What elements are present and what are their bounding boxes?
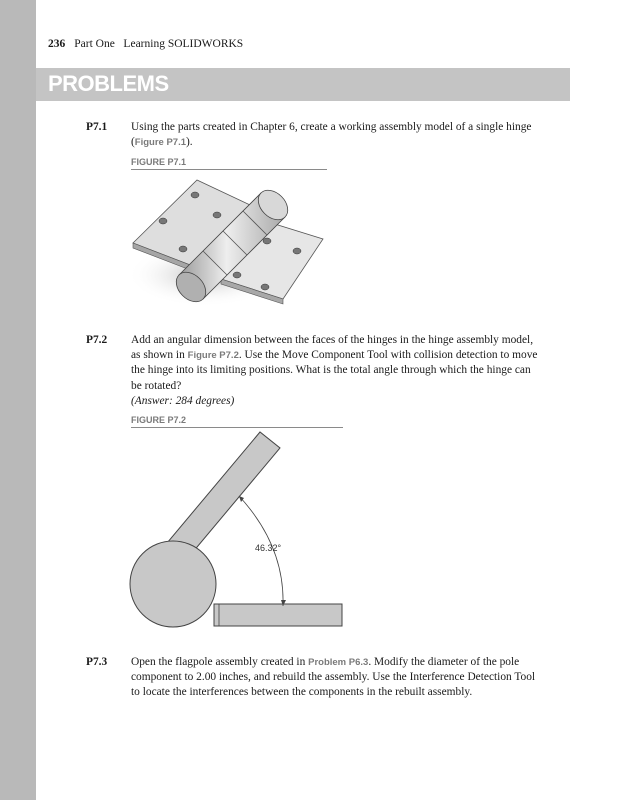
problem-text bbox=[131, 333, 542, 394]
problem-number: P7.1 bbox=[86, 121, 108, 133]
figure-reference-link[interactable]: Figure P7.1 bbox=[134, 137, 187, 149]
screw-hole bbox=[159, 218, 167, 224]
page-number: 236 bbox=[48, 38, 66, 50]
screw-hole bbox=[293, 248, 301, 254]
screw-hole bbox=[263, 238, 271, 244]
problem-number: P7.2 bbox=[86, 334, 108, 346]
running-title: Part One Learning SOLIDWORKS bbox=[74, 38, 244, 50]
figure-caption-p7-1: FIGURE P7.1 bbox=[131, 157, 327, 170]
problem-text-end: . Use the Move Component Tool with collision detection to move the hinge into its limiting positions. What is the total angle through which the hinge can be rotated? bbox=[131, 349, 538, 392]
answer-note: (Answer: 284 degrees) bbox=[131, 395, 235, 407]
screw-hole bbox=[261, 284, 269, 290]
screw-hole bbox=[213, 212, 221, 218]
hinge-knuckle bbox=[130, 541, 216, 627]
problem-p7-3 bbox=[86, 655, 542, 701]
section-title: PROBLEMS bbox=[48, 71, 169, 96]
problem-text-start: Add an angular dimension between the faces of the hinges in the hinge assembly model, as shown in bbox=[131, 334, 534, 362]
problem-reference-link[interactable]: Problem P6.3 bbox=[308, 657, 369, 668]
screw-hole bbox=[191, 192, 199, 198]
figure-caption-p7-2: FIGURE P7.2 bbox=[131, 415, 343, 428]
problem-p7-1 bbox=[86, 120, 542, 150]
problem-text-start: Using the parts created in Chapter 6, create a working assembly model of a single hinge ( bbox=[131, 121, 532, 149]
problem-number: P7.3 bbox=[86, 656, 108, 668]
angle-dimension-label: 46.32° bbox=[255, 543, 282, 553]
left-margin-band bbox=[0, 0, 36, 800]
problem-text-start: Open the flagpole assembly created in bbox=[131, 656, 309, 668]
problem-text bbox=[131, 655, 542, 701]
problem-text-end: ). bbox=[186, 136, 193, 149]
problem-p7-2 bbox=[86, 333, 542, 394]
hinge-angle-diagram bbox=[125, 428, 350, 628]
problem-text bbox=[131, 120, 542, 150]
figure-reference-link[interactable]: Figure P7.2 bbox=[187, 350, 239, 362]
problem-text-end: . Modify the diameter of the pole component to 2.00 inches, and rebuild the assembly. Use the Interference Detection Tool to locate the interferences between the components in the rebuilt assembly. bbox=[131, 656, 536, 699]
section-banner bbox=[36, 68, 570, 101]
hinge-illustration bbox=[125, 175, 335, 315]
horizontal-leaf bbox=[214, 604, 342, 626]
screw-hole bbox=[233, 272, 241, 278]
running-header bbox=[48, 38, 243, 50]
screw-hole bbox=[179, 246, 187, 252]
